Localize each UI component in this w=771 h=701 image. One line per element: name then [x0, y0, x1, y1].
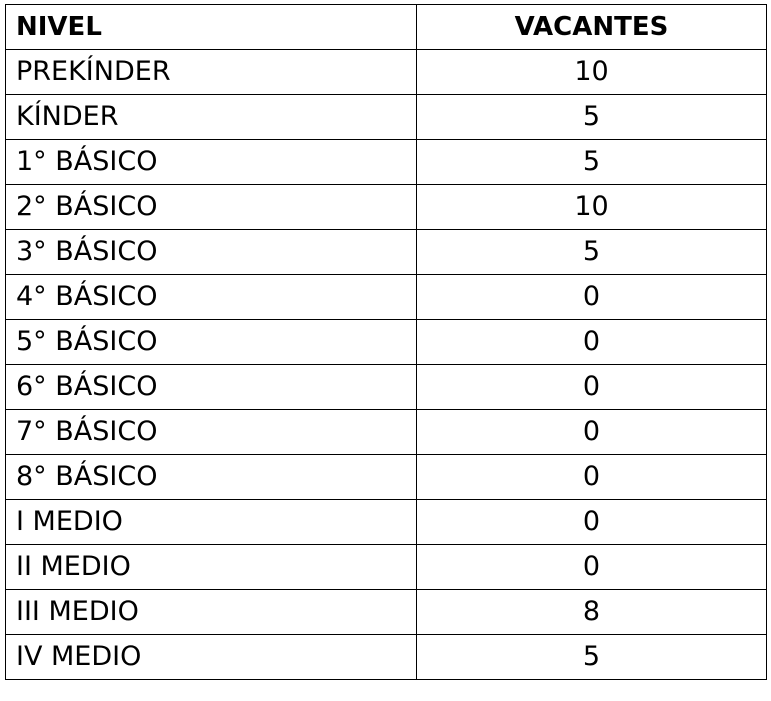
table-row	[6, 635, 767, 680]
vacantes-cell: 0	[417, 455, 767, 500]
nivel-cell: I MEDIO	[6, 500, 417, 545]
vacantes-cell: 0	[417, 275, 767, 320]
header-row	[6, 5, 767, 50]
nivel-cell: 6° BÁSICO	[6, 365, 417, 410]
vacantes-cell: 10	[417, 185, 767, 230]
vacantes-cell: 5	[417, 230, 767, 275]
vacantes-cell: 0	[417, 500, 767, 545]
table-row	[6, 140, 767, 185]
table-row	[6, 275, 767, 320]
nivel-cell: PREKÍNDER	[6, 50, 417, 95]
table-row	[6, 95, 767, 140]
nivel-cell: II MEDIO	[6, 545, 417, 590]
table-row	[6, 590, 767, 635]
header-vacantes: VACANTES	[417, 5, 767, 50]
table-row	[6, 410, 767, 455]
nivel-cell: 5° BÁSICO	[6, 320, 417, 365]
vacantes-cell: 0	[417, 320, 767, 365]
nivel-cell: III MEDIO	[6, 590, 417, 635]
vacantes-cell: 0	[417, 365, 767, 410]
vacantes-cell: 10	[417, 50, 767, 95]
vacantes-cell: 0	[417, 545, 767, 590]
table-row	[6, 185, 767, 230]
table-row	[6, 455, 767, 500]
vacantes-cell: 8	[417, 590, 767, 635]
table-row	[6, 545, 767, 590]
nivel-cell: 7° BÁSICO	[6, 410, 417, 455]
nivel-cell: 8° BÁSICO	[6, 455, 417, 500]
nivel-cell: KÍNDER	[6, 95, 417, 140]
nivel-cell: 1° BÁSICO	[6, 140, 417, 185]
vacantes-cell: 5	[417, 140, 767, 185]
header-nivel: NIVEL	[6, 5, 417, 50]
table-row	[6, 365, 767, 410]
vacantes-cell: 0	[417, 410, 767, 455]
vacancies-table	[5, 4, 767, 680]
nivel-cell: IV MEDIO	[6, 635, 417, 680]
vacantes-cell: 5	[417, 95, 767, 140]
nivel-cell: 4° BÁSICO	[6, 275, 417, 320]
table-row	[6, 500, 767, 545]
table-row	[6, 320, 767, 365]
nivel-cell: 3° BÁSICO	[6, 230, 417, 275]
nivel-cell: 2° BÁSICO	[6, 185, 417, 230]
table-row	[6, 230, 767, 275]
table-row	[6, 50, 767, 95]
vacantes-cell: 5	[417, 635, 767, 680]
